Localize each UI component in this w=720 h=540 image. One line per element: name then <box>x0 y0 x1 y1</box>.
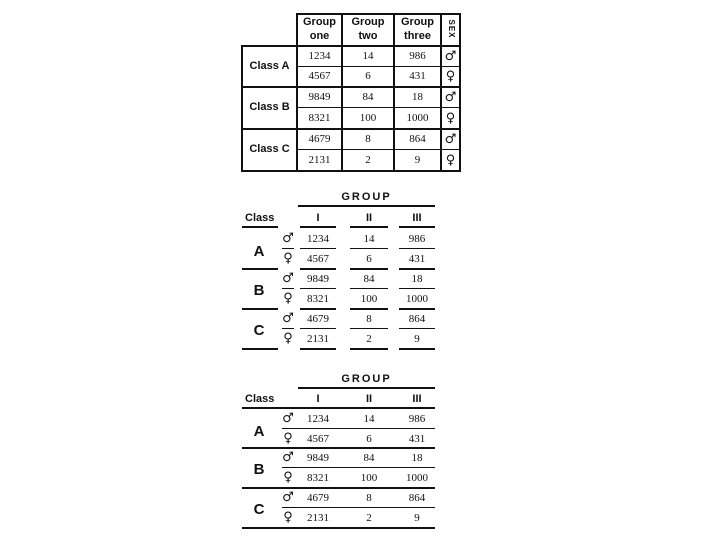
row-rule <box>282 328 294 329</box>
table-cell: 6 <box>365 70 371 82</box>
female-symbol-icon: ♀ <box>283 431 293 446</box>
group-rule <box>298 387 435 389</box>
table-1-top-rule <box>296 13 461 15</box>
female-symbol-icon: ♀ <box>283 331 293 346</box>
class-rule <box>300 348 336 350</box>
group-title: GROUP <box>341 373 392 385</box>
class-label: B <box>253 461 265 478</box>
table-cell: 431 <box>408 253 426 265</box>
table-cell: 864 <box>408 492 426 504</box>
row-rule <box>399 248 435 249</box>
column-header: one <box>309 30 330 42</box>
column-header: I <box>316 393 320 405</box>
column-header: III <box>412 212 422 224</box>
table-cell: 4567 <box>308 70 331 82</box>
class-label: B <box>253 282 265 299</box>
table-cell: 9 <box>414 512 420 524</box>
class-rule <box>350 348 388 350</box>
row-rule <box>282 467 435 468</box>
row-rule <box>282 288 294 289</box>
table-1-row-rule <box>296 149 461 150</box>
table-cell: 14 <box>362 50 374 62</box>
table-cell: 864 <box>409 133 426 145</box>
group-title: GROUP <box>341 191 392 203</box>
male-symbol-icon: ♂ <box>282 490 294 505</box>
class-rule <box>350 268 388 270</box>
class-rule <box>399 348 435 350</box>
table-cell: 4679 <box>307 313 329 325</box>
male-symbol-icon: ♂ <box>282 231 294 246</box>
table-1-bottom-rule <box>241 170 461 172</box>
table-cell: 14 <box>363 413 375 425</box>
table-cell: 18 <box>411 452 423 464</box>
column-header: two <box>358 30 378 42</box>
male-symbol-icon: ♂ <box>282 311 294 326</box>
table-cell: 9849 <box>308 91 331 103</box>
column-header: Group <box>351 16 385 28</box>
table-cell: 1234 <box>307 233 329 245</box>
table-cell: 84 <box>363 452 375 464</box>
table-cell: 1000 <box>406 472 428 484</box>
row-rule <box>282 428 435 429</box>
table-cell: 18 <box>412 91 423 103</box>
row-rule <box>399 288 435 289</box>
header-rule <box>242 407 435 409</box>
female-symbol-icon: ♀ <box>445 69 456 84</box>
male-symbol-icon: ♂ <box>444 49 457 64</box>
header-rule <box>242 226 278 228</box>
table-cell: 18 <box>411 273 423 285</box>
table-1-row-rule <box>296 107 461 108</box>
table-1-right-border <box>459 13 461 172</box>
table-cell: 2 <box>366 512 372 524</box>
table-cell: 2131 <box>307 333 329 345</box>
male-symbol-icon: ♂ <box>444 90 457 105</box>
class-header: Class <box>245 393 275 405</box>
table-cell: 8 <box>366 492 372 504</box>
table-cell: 4567 <box>307 433 329 445</box>
class-rule <box>350 308 388 310</box>
table-cell: 6 <box>366 433 372 445</box>
table-1-class-rule <box>241 128 461 130</box>
table-cell: 2 <box>365 154 371 166</box>
column-header: Group <box>401 16 434 28</box>
female-symbol-icon: ♀ <box>283 510 293 525</box>
table-cell: 1234 <box>307 413 329 425</box>
table-cell: 84 <box>363 273 375 285</box>
header-rule <box>399 226 435 228</box>
class-header: Class <box>245 212 275 224</box>
table-cell: 986 <box>408 233 426 245</box>
class-label: Class B <box>249 101 290 113</box>
table-1-row-rule <box>296 66 461 67</box>
column-header: II <box>365 212 373 224</box>
column-header: III <box>412 393 422 405</box>
class-label: Class A <box>249 60 290 72</box>
table-cell: 6 <box>366 253 372 265</box>
column-header: I <box>316 212 320 224</box>
female-symbol-icon: ♀ <box>283 470 293 485</box>
male-symbol-icon: ♂ <box>444 132 457 147</box>
female-symbol-icon: ♀ <box>283 251 293 266</box>
row-rule <box>300 248 336 249</box>
table-cell: 8321 <box>308 112 331 124</box>
sex-column-header: SEX <box>447 19 456 39</box>
row-rule <box>350 328 388 329</box>
table-cell: 4679 <box>308 133 331 145</box>
table-cell: 1000 <box>406 112 429 124</box>
table-cell: 100 <box>360 472 378 484</box>
table-1-class-rule <box>241 86 461 88</box>
table-cell: 14 <box>363 233 375 245</box>
male-symbol-icon: ♂ <box>282 271 294 286</box>
column-header: Group <box>303 16 336 28</box>
table-cell: 8321 <box>307 472 329 484</box>
male-symbol-icon: ♂ <box>282 411 294 426</box>
class-rule <box>242 268 278 270</box>
class-rule <box>242 447 435 449</box>
table-cell: 100 <box>359 112 377 124</box>
table-cell: 1000 <box>406 293 428 305</box>
class-label: C <box>253 501 265 518</box>
row-rule <box>399 328 435 329</box>
column-header: II <box>365 393 373 405</box>
table-cell: 84 <box>362 91 374 103</box>
class-rule <box>399 308 435 310</box>
row-rule <box>300 328 336 329</box>
table-cell: 9 <box>414 333 420 345</box>
header-rule <box>350 226 388 228</box>
class-label: Class C <box>249 143 290 155</box>
table-cell: 2 <box>366 333 372 345</box>
class-rule <box>242 308 278 310</box>
table-cell: 9849 <box>307 273 329 285</box>
table-cell: 8321 <box>307 293 329 305</box>
class-rule <box>300 268 336 270</box>
class-rule <box>242 527 435 529</box>
table-cell: 100 <box>360 293 378 305</box>
table-cell: 2131 <box>307 512 329 524</box>
table-cell: 2131 <box>308 154 331 166</box>
row-rule <box>282 248 294 249</box>
table-cell: 986 <box>409 50 426 62</box>
class-label: A <box>253 243 265 260</box>
table-cell: 8 <box>366 313 372 325</box>
table-1-header-rule <box>241 45 461 47</box>
table-cell: 4679 <box>307 492 329 504</box>
table-cell: 431 <box>408 433 426 445</box>
class-rule <box>242 348 278 350</box>
row-rule <box>350 248 388 249</box>
row-rule <box>300 288 336 289</box>
table-cell: 864 <box>408 313 426 325</box>
class-label: A <box>253 423 265 440</box>
female-symbol-icon: ♀ <box>445 153 456 168</box>
female-symbol-icon: ♀ <box>283 291 293 306</box>
header-rule <box>300 226 336 228</box>
class-rule <box>242 487 435 489</box>
table-cell: 986 <box>408 413 426 425</box>
table-cell: 9849 <box>307 452 329 464</box>
female-symbol-icon: ♀ <box>445 111 456 126</box>
row-rule <box>282 507 435 508</box>
table-cell: 8 <box>365 133 371 145</box>
row-rule <box>350 288 388 289</box>
column-header: three <box>404 30 431 42</box>
class-rule <box>300 308 336 310</box>
class-rule <box>399 268 435 270</box>
table-cell: 1234 <box>308 50 331 62</box>
group-rule <box>298 205 435 207</box>
table-cell: 431 <box>409 70 426 82</box>
table-cell: 4567 <box>307 253 329 265</box>
table-cell: 9 <box>414 154 421 166</box>
male-symbol-icon: ♂ <box>282 450 294 465</box>
class-label: C <box>253 322 265 339</box>
